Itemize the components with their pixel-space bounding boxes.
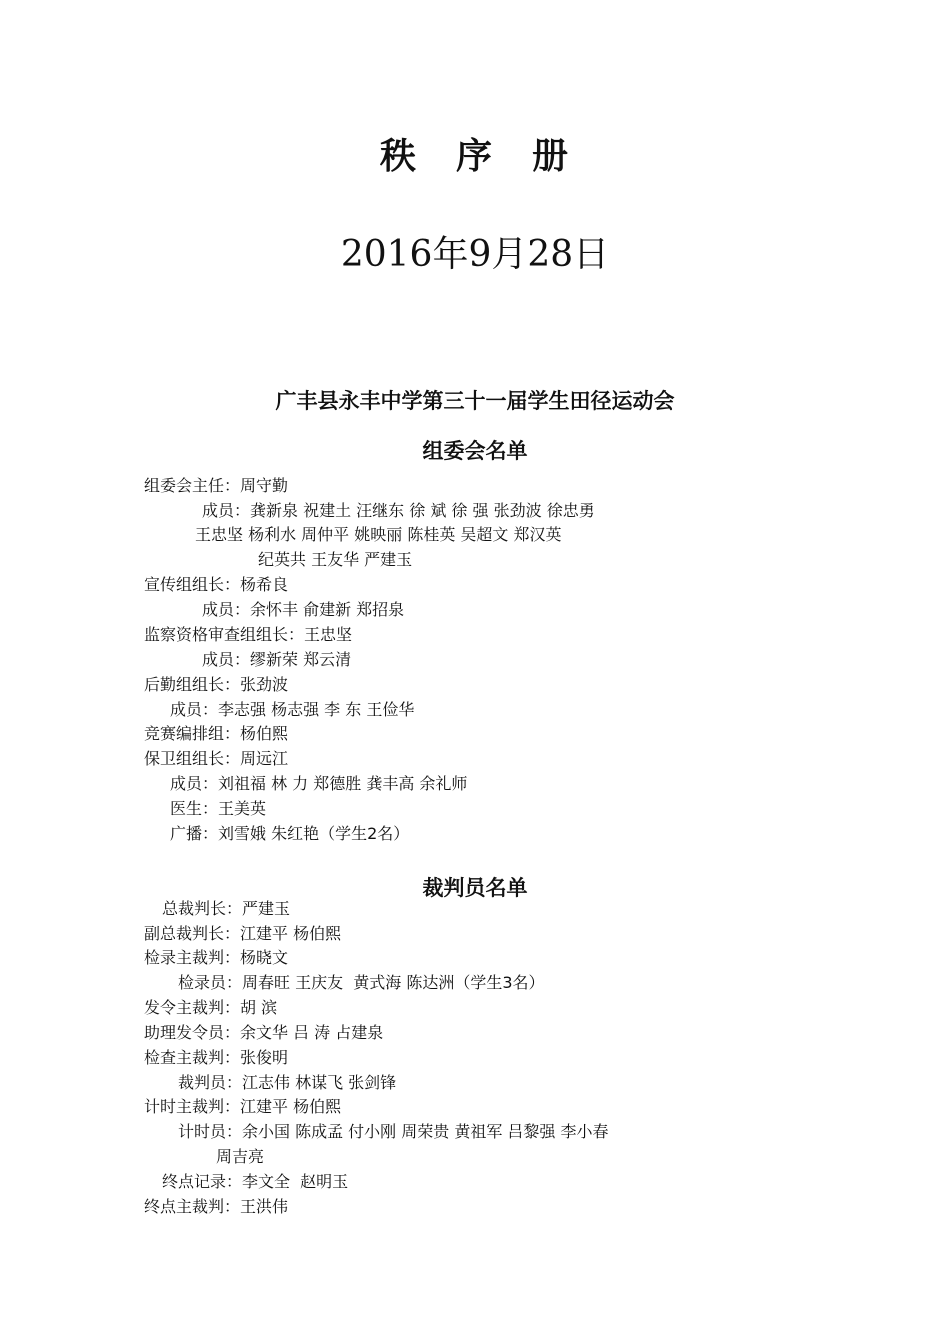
committee-line: 成员：李志强 杨志强 李 东 王俭华 (170, 700, 415, 719)
committee-line: 王忠坚 杨利水 周仲平 姚映丽 陈桂英 吴超文 郑汉英 (195, 525, 562, 544)
committee-line: 宣传组组长：杨希良 (144, 575, 289, 594)
referee-line: 发令主裁判：胡 滨 (144, 998, 278, 1017)
referee-line: 检查主裁判：张俊明 (144, 1048, 289, 1067)
referee-line: 总裁判长：严建玉 (162, 899, 291, 918)
referee-line: 计时员：余小国 陈成孟 付小刚 周荣贵 黄祖军 吕黎强 李小春 (178, 1122, 609, 1141)
committee-line: 广播：刘雪娥 朱红艳（学生2名） (170, 824, 410, 843)
referee-heading: 裁判员名单 (422, 876, 528, 900)
committee-line: 成员：缪新荣 郑云清 (202, 650, 352, 669)
committee-line: 组委会主任：周守勤 (144, 476, 289, 495)
referee-line: 计时主裁判：江建平 杨伯熙 (144, 1097, 342, 1116)
referee-line: 检录主裁判：杨晓文 (144, 948, 289, 967)
referee-line: 裁判员：江志伟 林谋飞 张剑锋 (178, 1073, 397, 1092)
referee-line: 周吉亮 (216, 1147, 265, 1166)
event-title: 广丰县永丰中学第三十一届学生田径运动会 (275, 389, 675, 413)
document-date: 2016年9月28日 (340, 234, 610, 275)
committee-line: 后勤组组长：张劲波 (144, 675, 289, 694)
committee-line: 成员：龚新泉 祝建土 汪继东 徐 斌 徐 强 张劲波 徐忠勇 (202, 501, 595, 520)
referee-line: 终点主裁判：王洪伟 (144, 1197, 289, 1216)
referee-line: 终点记录：李文全 赵明玉 (162, 1172, 349, 1191)
committee-line: 成员：余怀丰 俞建新 郑招泉 (202, 600, 405, 619)
committee-line: 竞赛编排组：杨伯熙 (144, 724, 289, 743)
committee-heading: 组委会名单 (422, 439, 528, 463)
referee-line: 助理发令员：余文华 吕 涛 占建泉 (144, 1023, 384, 1042)
referee-line: 副总裁判长：江建平 杨伯熙 (144, 924, 342, 943)
referee-line: 检录员：周春旺 王庆友 黄式海 陈达洲（学生3名） (178, 973, 545, 992)
committee-line: 医生：王美英 (170, 799, 267, 818)
committee-line: 纪英共 王友华 严建玉 (258, 550, 413, 569)
committee-line: 监察资格审查组组长：王忠坚 (144, 625, 353, 644)
committee-line: 保卫组组长：周远江 (144, 749, 289, 768)
document-title: 秩 序 册 (379, 135, 570, 177)
committee-line: 成员：刘祖福 林 力 郑德胜 龚丰高 余礼师 (170, 774, 468, 793)
